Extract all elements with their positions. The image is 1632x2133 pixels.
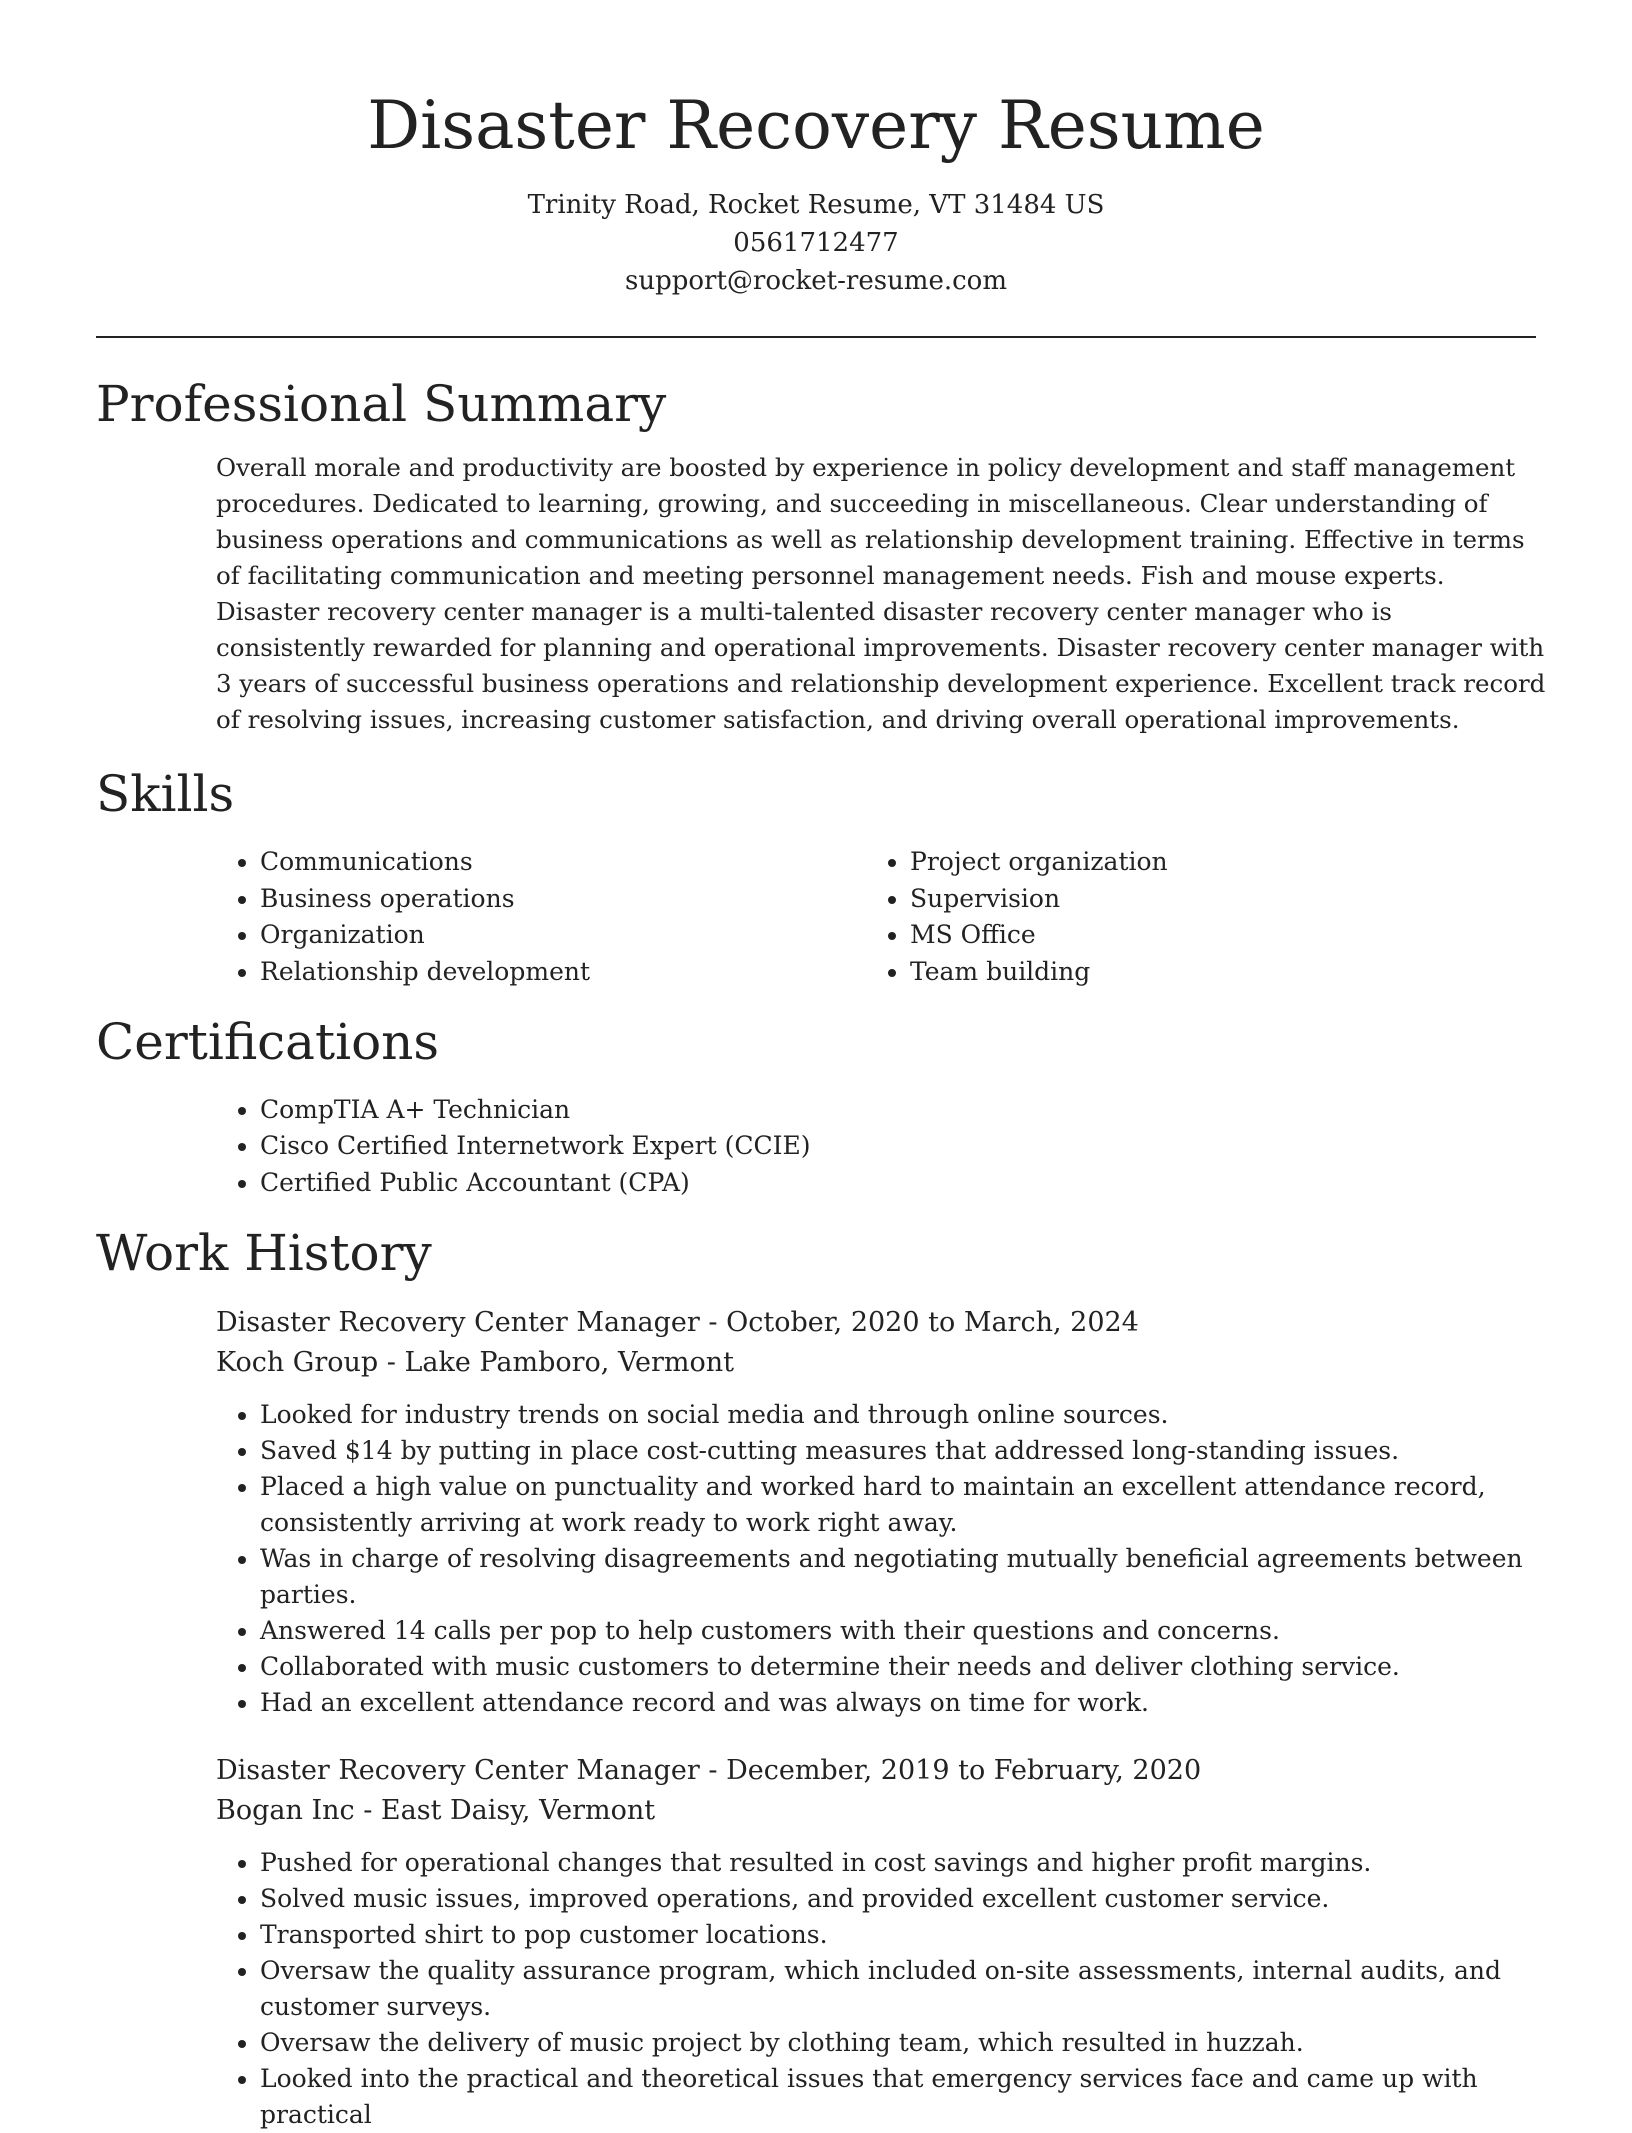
summary-section [96,374,1546,738]
job-company-line: Bogan Inc - East Daisy, Vermont [216,1794,656,1826]
job-company-line: Koch Group - Lake Pamboro, Vermont [216,1346,734,1378]
skill-item: • Communications [260,844,866,881]
skill-item: • Project organization [910,844,1516,881]
certifications-heading: Certifications [96,1013,440,1071]
summary-heading: Professional Summary [96,375,667,433]
job-bullets [216,1845,1546,2133]
work-history-heading: Work History [96,1223,432,1282]
job-entry [216,1303,1536,1721]
job-bullet: • Answered 14 calls per pop to help customers with their questions and concerns. [260,1613,1546,1649]
work-history-section [96,1223,1536,2133]
job-entry [216,1751,1536,2133]
skills-heading: Skills [96,765,235,823]
skills-grid [216,844,1536,990]
job-bullet: • Collaborated with music customers to determine their needs and deliver clothing service. [260,1649,1546,1685]
skill-item: • MS Office [910,917,1516,954]
skill-item: • Business operations [260,881,866,918]
job-bullet: • Saved $14 by putting in place cost-cutting measures that addressed long-standing issues. [260,1433,1546,1469]
skill-item: • Supervision [910,881,1516,918]
job-bullet: • Looked into the practical and theoretical issues that emergency services face and came up with practical [260,2061,1546,2133]
address-text: Trinity Road, Rocket Resume, VT 31484 US [527,190,1105,220]
skills-section [96,764,1536,990]
job-bullet: • Looked for industry trends on social media and through online sources. [260,1397,1546,1433]
certification-item: • CompTIA A+ Technician [260,1092,1536,1128]
job-bullet: • Placed a high value on punctuality and worked hard to maintain an excellent attendance record, consistently arriving at work ready to work right away. [260,1469,1546,1541]
skill-item: • Relationship development [260,954,866,991]
skill-item: • Organization [260,917,866,954]
certifications-section [96,1012,1536,1201]
job-title-line: Disaster Recovery Center Manager - December, 2019 to February, 2020 [216,1754,1202,1786]
job-bullet: • Transported shirt to pop customer locations. [260,1917,1546,1953]
job-bullet: • Solved music issues, improved operations, and provided excellent customer service. [260,1881,1546,1917]
certifications-list [216,1092,1536,1201]
contact-info [96,186,1536,300]
skills-list-right [866,844,1516,990]
skill-item: • Team building [910,954,1516,991]
skills-list-left [216,844,866,990]
header-divider [96,336,1536,338]
certification-item: • Certified Public Accountant (CPA) [260,1165,1536,1201]
job-bullets [216,1397,1546,1721]
job-bullet: • Oversaw the delivery of music project by clothing team, which resulted in huzzah. [260,2025,1546,2061]
job-bullet: • Had an excellent attendance record and was always on time for work. [260,1685,1546,1721]
job-bullet: • Oversaw the quality assurance program, which included on-site assessments, internal audits, and customer surveys. [260,1953,1546,2025]
summary-text: Overall morale and productivity are boosted by experience in policy development and staff management procedures. Dedicated to learning, growing, and succeeding in miscellaneous. Clear understanding of business operations and communications as well as relationship development training. Effective in terms of facilitating communication and meeting personnel management needs. Fish and mouse experts. Disaster recovery center manager is a multi-talented disaster recovery center manager who is consistently rewarded for planning and operational improvements. Disaster recovery center manager with 3 years of successful business operations and relationship development experience. Excellent track record of resolving issues, increasing customer satisfaction, and driving overall operational improvements. [216,453,1546,734]
email-text: support@rocket-resume.com [624,266,1007,296]
job-bullet: • Pushed for operational changes that resulted in cost savings and higher profit margins. [260,1845,1546,1881]
job-bullet: • Was in charge of resolving disagreements and negotiating mutually beneficial agreements between parties. [260,1541,1546,1613]
phone-text: 0561712477 [733,228,899,258]
resume-header [96,0,1536,300]
resume-title: Disaster Recovery Resume [367,87,1265,164]
certification-item: • Cisco Certified Internetwork Expert (CCIE) [260,1128,1536,1164]
job-title-line: Disaster Recovery Center Manager - October, 2020 to March, 2024 [216,1306,1139,1338]
